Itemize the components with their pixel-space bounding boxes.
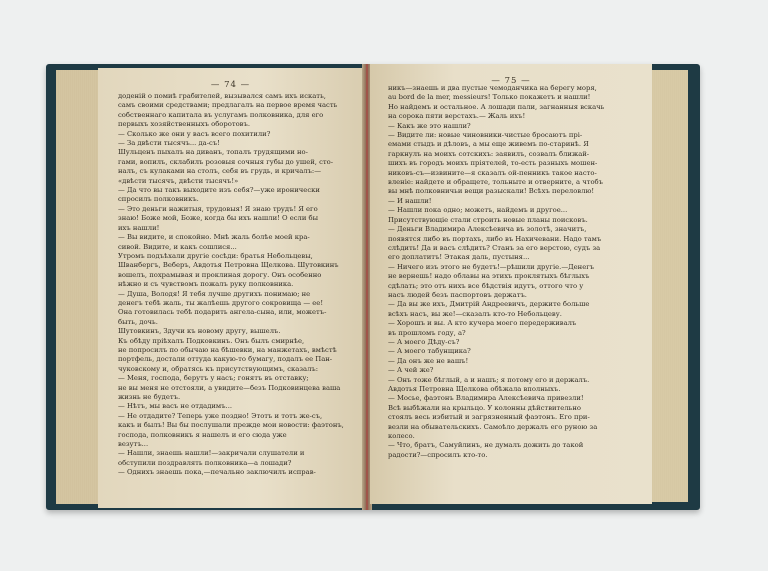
- text-line: — Да что вы такъ выходите изъ себя?—уже иронически: [118, 186, 320, 195]
- right-page-number: — 75 —: [491, 76, 531, 86]
- text-line: — Ничего изъ этого не будетъ!—рѣшили другіе.—Денегъ: [388, 262, 595, 271]
- text-line: — Нашли, знаешь нашли!—закричали слушатели и: [118, 449, 305, 458]
- text-line: самъ своими средствами; предлагалъ на первое время часть: [118, 101, 338, 110]
- text-line: жизнь не будетъ.: [118, 393, 181, 401]
- text-line: сдѣлать; это отъ нихъ все бѣдствія идутъ, оттого что у: [388, 281, 584, 290]
- text-line: быть, дочь.: [118, 317, 158, 326]
- left-page: [98, 68, 363, 508]
- text-line: Шванбергъ, Веберъ, Авдотья Петровна Щелкова. Шутовкинъ: [118, 261, 339, 270]
- text-line: господа, полковникъ я нашелъ и его сюда уже: [118, 430, 287, 439]
- text-line: Но найдемъ и остальное. А лошади пали, загнанныя вскачь: [388, 102, 605, 111]
- text-line: никъ—знаешь и два пустые чемоданчика на берегу моря,: [388, 84, 597, 92]
- right-page: [370, 64, 652, 504]
- text-line: Шутовкинъ, Здучи къ новому другу, вышелъ.: [118, 327, 281, 336]
- text-line: «двѣсти тысячъ, двѣсти тысячъ!»: [118, 176, 239, 185]
- text-line: знаю! Боже мой, Боже, когда бы ихъ нашли! О если бы: [118, 214, 319, 223]
- text-line: — Нашли пока одно; можетъ, найдемъ и другое...: [388, 206, 568, 215]
- text-line: — А моего табунщика?: [388, 347, 471, 356]
- text-line: — Какъ же это нашли?: [388, 121, 471, 130]
- text-line: au bord de la mer, messieurs! Только покажетъ и нашли!: [388, 93, 591, 102]
- text-line: — Онъ тоже бѣглый, а и нашъ; я потому его и держалъ.: [388, 375, 590, 384]
- text-line: появятся либо въ портахъ, либо въ Нахичевани. Надо тамъ: [388, 234, 602, 243]
- text-line: его доплатитъ! Этакая даль, пустыня...: [388, 253, 530, 262]
- text-line: — Хорошъ и вы. А кто кучера моего передерживалъ: [388, 319, 577, 328]
- text-line: вленіе: найдете и обращете, тольныте и отверните, а чтобъ: [388, 178, 603, 187]
- text-line: радости?—спросилъ кто-то.: [388, 450, 488, 459]
- text-line: обступили поздравлять полковника—а лошади?: [118, 458, 292, 467]
- text-line: — Душа, Володя! Я тебя лучше другихъ понимаю; не: [118, 289, 311, 298]
- text-line: какъ и былъ! Вы бы послушали прежде мои новости: фаэтонъ,: [118, 421, 344, 430]
- text-line: стоялъ весь избитый и загрязненный фаэтонъ. Его при-: [388, 413, 590, 422]
- text-line: — Нѣтъ, мы васъ не отдадимъ...: [118, 402, 233, 411]
- text-line: Утромъ подъѣхали другіе сосѣди: братья Небольцевы,: [118, 251, 313, 260]
- text-line: гаркнулъ на моихъ сотскихъ: заявилъ, созвалъ ближай-: [388, 149, 590, 158]
- text-line: — Меня, господа, берутъ у насъ; гонятъ въ отставку;: [118, 374, 309, 383]
- right-page-text: [370, 84, 652, 460]
- text-line: — Мосье, фаэтонъ Владимира Алексѣевича привезли!: [388, 394, 584, 403]
- left-page-edges: [56, 70, 98, 504]
- text-line: первыхъ хозяйственныхъ оборотовъ.: [118, 120, 250, 129]
- text-line: собственнаго капитала въ услугамъ полковника, для его: [118, 110, 324, 119]
- text-line: — Это деньги нажитыя, трудовыя! Я знаю трудъ! Я его: [118, 204, 318, 213]
- text-line: насъ людей безъ паспортовъ держатъ.: [388, 290, 527, 299]
- text-line: — За двѣсти тысячъ... да-съ!: [118, 139, 220, 148]
- text-line: никовъ-съ—извините—я сказалъ ой-пенникъ такое насто-: [388, 168, 597, 177]
- left-page-number: — 74 —: [210, 80, 251, 90]
- text-line: Авдотья Петровна Щелкова обѣжала вполныхъ.: [388, 385, 561, 393]
- text-line: сивой. Видите, и какъ сошлися...: [118, 242, 237, 251]
- text-line: вошелъ, похрамывая и проклиная дорогу. Онъ особенно: [118, 270, 322, 279]
- text-line: чуковскому и, обратясь къ присутствующимъ, сказалъ:: [118, 364, 319, 373]
- text-line: — Не отдадите? Теперь уже поздно! Этотъ и тотъ же-съ,: [118, 411, 323, 420]
- text-line: нѣжно и съ чувствомъ пожалъ руку полковника.: [118, 280, 294, 289]
- text-line: доденій о помиѣ грабителей, вызывался самъ ихъ искать,: [118, 92, 326, 100]
- text-line: денегъ тебѣ жаль, ты жалѣешь другого сокровища — ее!: [118, 298, 324, 307]
- text-line: Она готовилась тебѣ подарить ангела-сына, или, можетъ-: [118, 308, 327, 317]
- text-line: везли на обывательскихъ. Самоѣло держалъ его руною за: [388, 422, 598, 431]
- text-line: на сорока пяти верстахъ.— Жаль ихъ!: [388, 112, 526, 121]
- text-line: спросилъ полковникъ.: [118, 195, 199, 204]
- text-line: — Деньги Владимира Алексѣевича въ золотѣ, значитъ,: [388, 225, 587, 234]
- text-line: колесо.: [388, 432, 415, 441]
- text-line: Шульценъ пыхалъ на диванъ, топалъ трудящими но-: [118, 148, 308, 157]
- text-line: портфель, достали оттуда какую-то бумагу, подалъ ее Пан-: [118, 355, 333, 364]
- text-line: Присутствующіе стали строить новые планы поисковъ.: [388, 215, 588, 224]
- text-line: — Видите ли: новые чиновники-чистые бросаютъ прі-: [388, 131, 583, 140]
- text-line: — Что, братъ, Самуйлинъ, не думалъ дожить до такой: [388, 441, 584, 450]
- text-line: — А моего Дѣду-съ?: [388, 337, 460, 346]
- text-line: не вы меня не отстояли, а увидите—безъ Подковинцева ваша: [118, 383, 341, 392]
- left-page-text: [98, 92, 363, 478]
- text-line: не попросилъ по обычаю на бѣшевки, на манжетахъ, вмѣстѣ: [118, 345, 337, 354]
- text-line: емами стыдъ и дѣловъ, а мы еще живемъ по-старинѣ. Я: [388, 140, 589, 149]
- text-line: Всѣ выбѣжали на крыльцо. У колонны дѣйствительно: [388, 403, 581, 412]
- text-line: — И нашли!: [388, 196, 432, 205]
- text-line: шихъ въ городъ моихъ пріятелей, то-есть разныхъ мошен-: [388, 159, 598, 168]
- text-line: въ прошломъ году, а?: [388, 328, 466, 337]
- text-line: — Однихъ знаешь пока,—печально заключилъ исправ-: [118, 468, 316, 477]
- text-line: Къ обѣду пріѣхалъ Подковкинъ. Онъ былъ смирнѣе,: [118, 336, 305, 345]
- text-line: гами, вопилъ, склабилъ розовыя сочныя губы до ушей, сто-: [118, 157, 334, 166]
- text-line: не вернешь! надо облавы на этихъ проклятыхъ бѣглыхъ: [388, 272, 590, 281]
- text-line: — А чей же?: [388, 366, 434, 375]
- text-line: — Вы видите, и спокойно. Мнѣ жаль болѣе моей кра-: [118, 233, 310, 242]
- right-page-edges: [650, 70, 688, 502]
- text-line: всѣхъ насъ, вы же!—сказалъ кто-то Небольцеву.: [388, 309, 562, 318]
- text-line: слѣдить! Да и васъ слѣдить? Станъ за его верстою, судъ за: [388, 243, 601, 252]
- text-line: — Да вы же ихъ, Дмитрій Андреевичъ, держите больше: [388, 300, 590, 309]
- text-line: вы мнѣ полковничьи вещи разыскали! Всѣхъ переловлю!: [388, 187, 595, 196]
- text-line: везутъ...: [118, 440, 149, 449]
- text-line: — Сколько же они у васъ всего похитили?: [118, 129, 271, 138]
- text-line: ихъ нашли!: [118, 223, 160, 232]
- text-line: — Да онъ же не вашъ!: [388, 356, 469, 365]
- text-line: налъ, съ кулаками на столъ, себя въ грудь, и кричалъ:—: [118, 167, 321, 176]
